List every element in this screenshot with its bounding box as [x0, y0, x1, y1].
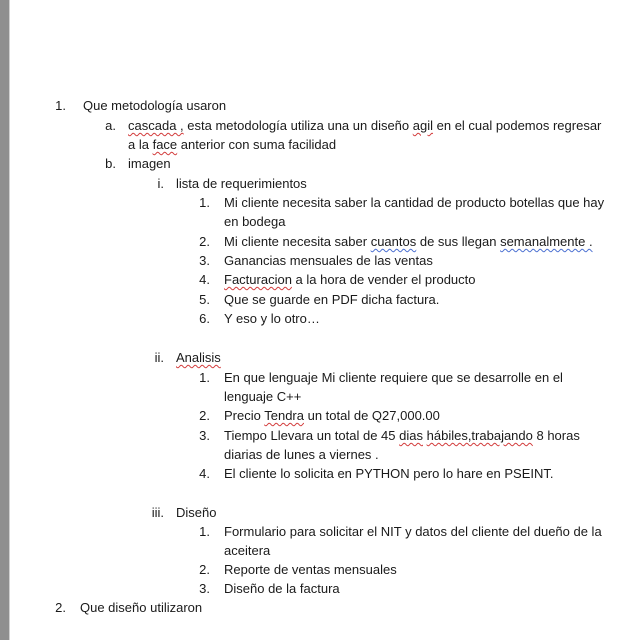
list-item-text: Ganancias mensuales de las ventas: [224, 253, 433, 268]
list-marker: a.: [105, 118, 116, 133]
list-item-text: El cliente lo solicita en PYTHON pero lo hare en PSEINT.: [224, 466, 554, 481]
spell-flag: face: [152, 137, 178, 152]
list-marker: 2.: [199, 408, 210, 423]
spell-flag: agil: [412, 118, 434, 133]
list-marker: b.: [105, 156, 116, 171]
list-marker: iii.: [151, 505, 164, 520]
list-item-text: En que lenguaje Mi cliente requiere que se desarrolle en el: [224, 370, 563, 385]
spell-flag: dias: [399, 428, 423, 443]
list-item-text: diarias de lunes a viernes .: [224, 447, 379, 462]
list-item-text: cascada , esta metodología utiliza una un diseño agil en el cual podemos regresar: [128, 118, 602, 133]
list-item-text: Y eso y lo otro…: [224, 311, 320, 326]
list-marker: 5.: [199, 292, 210, 307]
list-item-text: Formulario para solicitar el NIT y datos del cliente del dueño de la: [224, 524, 602, 539]
list-item-text: Que diseño utilizaron: [80, 600, 203, 615]
spell-flag: Analisis: [176, 350, 221, 365]
document-page[interactable]: [10, 0, 643, 640]
list-marker: 4.: [199, 272, 210, 287]
list-marker: 4.: [199, 466, 210, 481]
list-item-text: Mi cliente necesita saber cuantos de sus llegan semanalmente .: [224, 234, 593, 249]
list-item-text: Que se guarde en PDF dicha factura.: [224, 292, 440, 307]
grammar-flag: semanalmente .: [500, 234, 593, 249]
list-item-text: en bodega: [224, 214, 286, 229]
list-item-text: Mi cliente necesita saber la cantidad de producto botellas que hay: [224, 195, 605, 210]
list-marker: 6.: [199, 311, 210, 326]
list-item-text: aceitera: [224, 543, 271, 558]
list-marker: 3.: [199, 253, 210, 268]
list-marker: 1.: [55, 98, 66, 113]
list-item-text: Diseño: [176, 505, 217, 520]
list-marker: i.: [157, 176, 164, 191]
list-marker: 2.: [55, 600, 66, 615]
list-marker: 1.: [199, 370, 210, 385]
list-item-text: Reporte de ventas mensuales: [224, 562, 397, 577]
list-item-text: Que metodología usaron: [83, 98, 227, 113]
list-item-text: a la face anterior con suma facilidad: [128, 137, 337, 152]
list-marker: 3.: [199, 581, 210, 596]
list-item-text: [176, 350, 221, 366]
spell-flag: Tendra: [264, 408, 304, 423]
list-marker: 1.: [199, 195, 210, 210]
list-marker: 2.: [199, 234, 210, 249]
list-item-text: lista de requerimientos: [176, 176, 307, 191]
list-item-text: imagen: [128, 156, 171, 171]
grammar-flag: cuantos: [370, 234, 417, 249]
list-marker: 3.: [199, 428, 210, 443]
spell-flag: Facturacion: [224, 272, 292, 287]
list-marker: 1.: [199, 524, 210, 539]
list-item-text: Facturacion a la hora de vender el producto: [224, 272, 476, 287]
spell-flag: cascada ,: [128, 118, 184, 133]
list-marker: 2.: [199, 562, 210, 577]
list-item-text: Tiempo Llevara un total de 45 dias hábiles,trabajando 8 horas: [224, 428, 580, 443]
window-left-edge: [0, 0, 9, 640]
list-item-text: Precio Tendra un total de Q27,000.00: [224, 408, 440, 423]
list-marker: ii.: [154, 350, 164, 365]
list-item-text: lenguaje C++: [224, 389, 302, 404]
spell-flag: hábiles,trabajando: [426, 428, 533, 443]
list-item-text: Diseño de la factura: [224, 581, 340, 596]
